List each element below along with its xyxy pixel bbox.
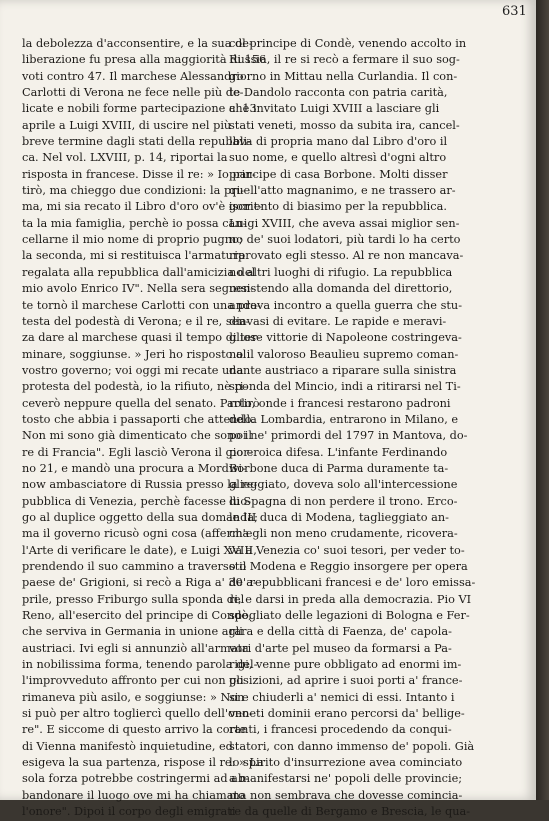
text-line: sto Modena e Reggio insorgere per opera	[229, 560, 468, 573]
page-number: 631	[502, 4, 527, 19]
text-line: de' repubblicani francesi e de' loro emissa-	[229, 576, 476, 590]
text-line: ta la mia famiglia, perchè io possa can-	[22, 216, 247, 230]
text-line: Borbone duca di Parma duramente ta-	[229, 461, 449, 475]
text-line: che invitato Luigi XVIII a lasciare gli	[229, 102, 440, 116]
text-line: vostro governo; voi oggi mi recate una	[22, 363, 244, 377]
text-line: Carlotti di Verona ne fece nelle più de-	[22, 86, 244, 100]
text-line: sola forza potrebbe costringermi ad ab-	[22, 772, 249, 786]
text-line: gomento di biasimo per la repubblica.	[229, 200, 447, 214]
text-line: rara e della città di Faenza, de' capola-	[229, 625, 452, 639]
text-line: di Vienna manifestò inquietudine, ed	[22, 739, 233, 753]
text-line: le III duca di Modena, taglieggiato an-	[229, 510, 449, 524]
text-line: tirò, ma chieggo due condizioni: la pri-	[22, 184, 245, 198]
text-line: posizioni, ad aprire i suoi porti a' france-	[229, 674, 463, 688]
left-text-column	[22, 36, 267, 821]
text-line: now ambasciatore di Russia presso la re-	[22, 478, 258, 492]
text-line: principe di casa Borbone. Molti disser	[229, 167, 448, 181]
text-line: andava incontro a quella guerra che stu-	[229, 298, 463, 312]
text-line: no de' suoi lodatori, più tardi lo ha certo	[229, 233, 461, 247]
text-line: ceverò neppure quella del senato. Partirò	[22, 396, 260, 410]
text-line: aprile a Luigi XVIII, di uscire nel più	[22, 118, 232, 132]
text-line: minare, soggiunse. » Jeri ho risposto al	[22, 347, 247, 361]
text-line: di Spagna di non perdere il trono. Erco-	[229, 494, 458, 508]
text-line: re di Francia". Egli lasciò Verona il gior-	[22, 445, 253, 459]
text-line: rigi, venne pure obbligato ad enormi im-	[229, 658, 462, 672]
text-line: ma non sembrava che dovesse comincia-	[229, 788, 463, 802]
text-line: tosto che abbia i passaporti che attendo.	[22, 412, 255, 426]
text-line: riprovato egli stesso. Al re non mancava-	[229, 249, 464, 263]
text-line: che serviva in Germania in unione agli	[22, 625, 243, 639]
text-line: no altri luoghi di rifugio. La repubblica	[229, 265, 453, 279]
text-line: esigeva la sua partenza, rispose il re: » La	[22, 756, 264, 770]
text-line: prile, presso Friburgo sulla sponda del	[22, 592, 245, 606]
text-line: stati veneti, mosso da subita ira, cancel-	[229, 118, 460, 132]
text-line: gliose vittorie di Napoleone costringeva-	[229, 331, 462, 345]
text-line: l'Arte di verificare le date), e Luigi XVIII,	[22, 543, 257, 557]
text-line: lo spirito d'insurrezione avea cominciato	[229, 756, 463, 770]
text-line: si può per altro togliercì quello dell'ono-	[22, 707, 253, 721]
text-line: la seconda, mi si restituisca l'armatura	[22, 249, 246, 263]
text-line: glieggiato, doveva solo all'intercessione	[229, 478, 458, 492]
text-line: Non mi sono già dimenticato che sono il	[22, 429, 252, 443]
text-line: ri, e darsi in preda alla democrazia. Pio VI	[229, 592, 472, 606]
text-line: no 21, e mandò una procura a Mordwi-	[22, 461, 246, 475]
text-line: va a Venezia co' suoi tesori, per veder to-	[229, 543, 465, 557]
text-line: l'onore". Dipoi il corpo degli emigrati	[22, 805, 236, 819]
text-line: risposta in francese. Disse il re: » Io par-	[22, 167, 256, 181]
text-line: dante austriaco a riparare sulla sinistra	[229, 363, 457, 377]
text-line: regalata alla repubblica dall'amicizia del	[22, 265, 256, 279]
text-line: te Dandolo racconta con patria carità,	[229, 86, 448, 100]
text-line: testa del podestà di Verona; e il re, sen-	[22, 314, 250, 328]
text-line: mio avolo Enrico IV". Nella sera seguen-	[22, 282, 254, 296]
text-line: breve termine dagli stati della repubbli-	[22, 135, 251, 149]
text-line: l'improvveduto affronto per cui non gli	[22, 674, 244, 688]
text-line: protesta del podestà, io la rifiuto, nè ri-	[22, 380, 248, 394]
text-line: veneti dominii erano percorsi da' bellige-	[229, 707, 465, 721]
text-line: ch'egli non meno crudamente, ricovera-	[229, 527, 458, 541]
text-line: ma, mi sia recato il Libro d'oro ov'è iscrit-	[22, 200, 262, 214]
text-line: si e chiuderli a' nemici di essi. Intanto i	[229, 690, 455, 704]
text-line: statori, con danno immenso de' popoli. Già	[229, 739, 475, 753]
text-line: rimaneva più asilo, e soggiunse: » Non	[22, 690, 245, 704]
text-line: rolo, onde i francesi restarono padroni	[229, 396, 451, 410]
text-line: sponda del Mincio, indi a ritirarsi nel Ti-	[229, 380, 461, 394]
text-line: in nobilissima forma, tenendo parola del-	[22, 658, 258, 672]
text-line: ma il governo ricusò ogni cosa (afferma	[22, 527, 250, 541]
text-line: po eroica difesa. L'infante Ferdinando	[229, 445, 448, 459]
text-line: ca. Nel vol. LXVIII, p. 14, riportai la	[22, 151, 228, 165]
text-line: licate e nobili forme partecipazione a' 13	[22, 102, 257, 116]
text-line: voti contro 47. Il marchese Alessandro	[22, 69, 244, 83]
text-line: pubblica di Venezia, perchè facesse luo-	[22, 494, 252, 508]
text-line: lava di propria mano dal Libro d'oro il	[229, 135, 448, 149]
text-line: diavasi di evitare. Le rapide e meravi-	[229, 314, 447, 328]
text-line: te tornò il marchese Carlotti con una pro-	[22, 298, 261, 312]
page-edge-shadow	[536, 0, 549, 800]
text-line: col principe di Condè, venendo accolto in	[229, 37, 467, 50]
text-line: giorno in Mittau nella Curlandia. Il con-	[229, 69, 458, 83]
text-line: ranti, i francesi procedendo da conqui-	[229, 723, 452, 737]
text-line: bandonare il luogo ove mi ha chiamato	[22, 788, 245, 802]
text-line: prendendo il suo cammino a traverso il	[22, 560, 247, 573]
text-line: spogliato delle legazioni di Bologna e Fer-	[229, 609, 470, 623]
text-line: poi ne' primordi del 1797 in Mantova, do-	[229, 429, 468, 443]
text-line: suo nome, e quello altresì d'ogni altro	[229, 151, 447, 165]
text-line: re". E siccome di questo arrivo la corte	[22, 723, 247, 737]
text-line: della Lombardia, entrarono in Milano, e	[229, 412, 459, 426]
text-line: go al duplice oggetto della sua domanda;	[22, 510, 258, 524]
text-line: Reno, all'esercito del principe di Condè,	[22, 609, 252, 623]
text-line: liberazione fu presa alla maggiorità di 156	[22, 53, 267, 67]
text-line: la debolezza d'acconsentire, e la sua de-	[22, 37, 253, 50]
text-line: austriaci. Ivi egli si annunziò all'armata	[22, 641, 249, 655]
text-line: re da quelle di Bergamo e Brescia, le qua-	[229, 805, 471, 819]
text-line: paese de' Grigioni, si recò a Riga a' 30 a-	[22, 576, 257, 590]
text-line: Luigi XVIII, che aveva assai miglior sen-	[229, 216, 460, 230]
text-line: cellarne il mio nome di proprio pugno;	[22, 233, 243, 247]
text-line: vori d'arte pel museo da formarsi a Pa-	[229, 641, 452, 655]
text-line: no il valoroso Beaulieu supremo coman-	[229, 347, 459, 361]
text-line: Russia, il re si recò a fermare il suo sog-	[229, 53, 460, 67]
text-line: resistendo alla domanda del direttorio,	[229, 282, 453, 296]
text-line: za dare al marchese quasi il tempo di ter-	[22, 331, 261, 345]
text-line: a manifestarsi ne' popoli delle provincie;	[229, 772, 463, 786]
right-text-column	[229, 36, 476, 821]
text-line: quell'atto magnanimo, e ne trassero ar-	[229, 184, 456, 198]
